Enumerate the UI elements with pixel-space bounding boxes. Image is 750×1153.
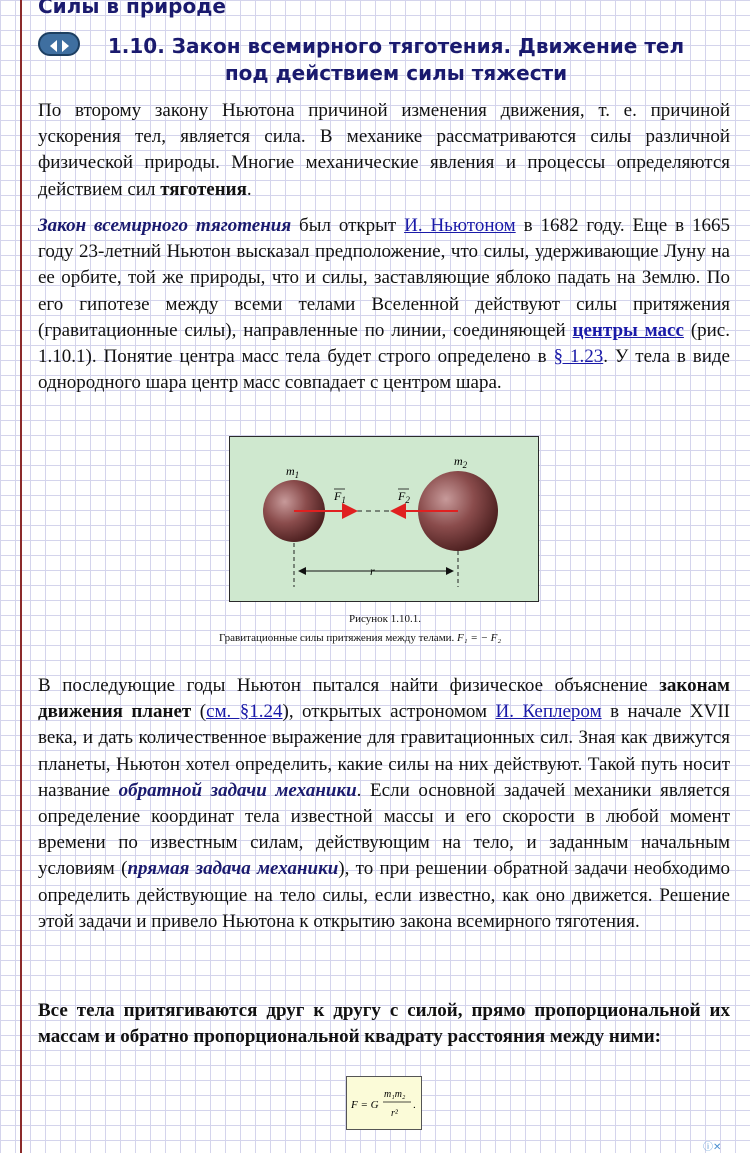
- paragraph-intro: По второму закону Ньютона причиной изменения движения, т. е. причиной ускорения тел, является сила. В механике рассматриваются силы различной физической природы. Многие механические явления и процессы определяются действием сил тяготения.: [38, 100, 730, 200]
- formula-lhs: F = G: [351, 1099, 379, 1111]
- figure-caption: Гравитационные силы притяжения между телами. F₁ = − F₂: [219, 632, 502, 644]
- svg-text:.: .: [413, 1099, 416, 1111]
- label-r: r: [370, 564, 375, 578]
- link-section-1-24[interactable]: см. §1.24: [206, 701, 283, 723]
- term-direct-problem: прямая задача механики: [127, 858, 339, 880]
- link-section-1-23[interactable]: § 1.23: [553, 346, 604, 368]
- figure-caption-title: Рисунок 1.10.1.: [349, 613, 421, 625]
- link-kepler[interactable]: И. Кеплером: [495, 701, 602, 723]
- ad-info-close-icon[interactable]: ⓘ✕: [703, 1142, 722, 1153]
- page-margin-line: [20, 0, 22, 1153]
- formula-numerator: m₁m₂: [384, 1089, 406, 1100]
- law-statement: Все тела притягиваются друг к другу с силой, прямо пропорциональной их массам и обратно пропорциональной квадрату расстояния между ними:: [38, 1000, 730, 1048]
- paragraph-newton-kepler: В последующие годы Ньютон пытался найти физическое объяснение законам движения планет (см. §1.24), открытых астрономом И. Кеплером в начале XVII века, и дать количественное выражение для гравитационных сил. Зная как движутся планеты, Ньютон хотел определить, какие силы на них действуют. Такой путь носит название обратной задачи механики. Если основной задачей механики является определение координат тела известной массы и его скорости в любой момент времени по известным силам, действующим на тело, и заданным начальным условиям (прямая задача механики), то при решении обратной задачи необходимо определить действующие на тело силы, если известно, как оно движется. Решение этой задачи и привело Ньютона к открытию закона всемирного тяготения.: [38, 675, 730, 932]
- term-gravity: тяготения: [160, 178, 247, 200]
- label-f2: $F_2$: [398, 489, 410, 505]
- label-m2: $m_2$: [454, 454, 468, 470]
- label-f1: $F_1$: [334, 489, 346, 505]
- page-heading: 1.10. Закон всемирного тяготения. Движение тел под действием силы тяжести: [107, 34, 685, 85]
- figure-gravitational-forces: [229, 436, 539, 602]
- gravitation-formula: [346, 1076, 422, 1130]
- formula-denominator: r²: [391, 1108, 398, 1119]
- term-universal-gravitation: Закон всемирного тяготения: [38, 215, 292, 236]
- paragraph-law: Закон всемирного тяготения был открыт И. Ньютоном в 1682 году. Еще в 1665 году 23-летний Ньютон высказал предположение, что силы, удерживающие Луну на ее орбите, той же природы, что и силы, заставляющие яблоко падать на Землю. По его гипотезе между всеми телами Вселенной действуют силы притяжения (гравитационные силы), направленные по линии, соединяющей центры масс (рис. 1.10.1). Понятие центра масс тела будет строго определено в § 1.23. У тела в виде однородного шара центр масс совпадает с центром шара.: [38, 215, 730, 394]
- label-m1: $m_1$: [286, 464, 300, 480]
- section-title: Силы в природе: [38, 0, 226, 18]
- prev-next-nav-icon[interactable]: [38, 32, 80, 56]
- link-newton[interactable]: И. Ньютоном: [404, 215, 516, 236]
- term-planetary-motion-laws: законам движения планет: [38, 675, 730, 723]
- link-center-of-mass[interactable]: центры масс: [572, 319, 684, 341]
- term-inverse-problem: обратной задачи механики: [118, 779, 357, 801]
- figure-caption-formula: F₁ = − F₂: [457, 632, 502, 644]
